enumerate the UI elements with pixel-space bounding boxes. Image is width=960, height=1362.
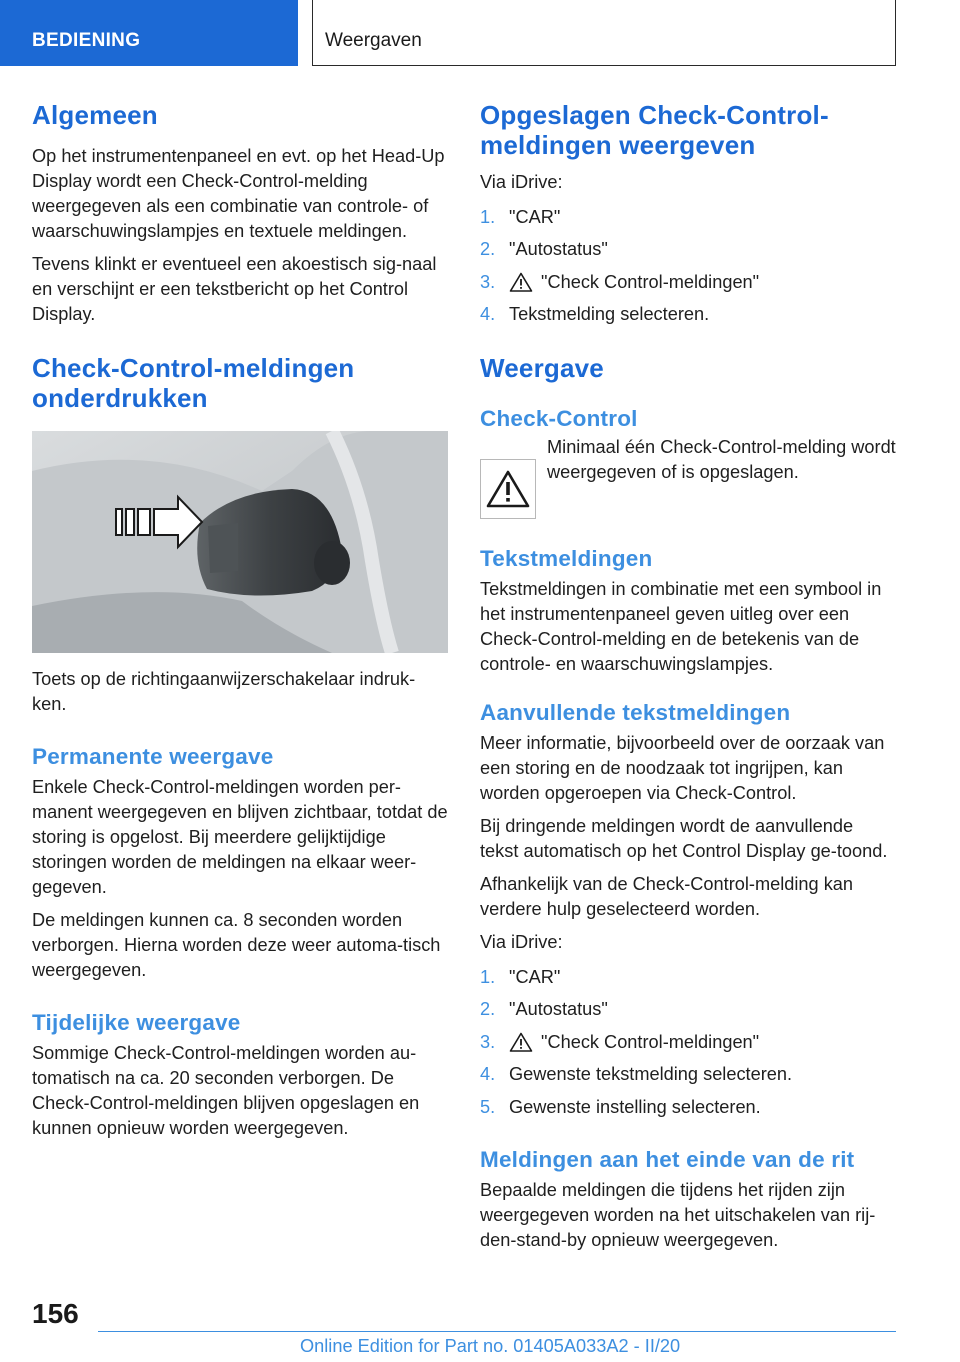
step-text: Gewenste instelling selecteren. [509,1096,761,1117]
list-item [480,1091,896,1124]
heading-check-control: Check-Control [480,406,638,431]
paragraph-permanent-2: De meldingen kunnen ca. 8 seconden worden verborgen. Hierna worden deze weer automa-tisch weergegeven. [32,910,441,980]
paragraph-text-messages: Tekstmeldingen in combinatie met een symbool in het instrumentenpaneel geven uitleg over een Check-Control-melding en de betekenis van de controle- en waarschuwingslampjes. [480,579,882,674]
steps-stored [480,201,896,331]
step-number: 5. [480,1096,496,1117]
heading-permanent: Permanente weergave [32,744,274,769]
step-text: Gewenste tekstmelding selecteren. [509,1064,793,1085]
list-item [480,1026,896,1059]
steps-extra [480,961,896,1124]
paragraph-algemeen-2: Tevens klinkt er eventueel een akoestisch sig-naal en verschijnt er een tekstbericht op het Control Display. [32,254,437,324]
paragraph-end-of-trip: Bepaalde meldingen die tijdens het rijden zijn weergegeven worden na het uitschakelen van rij-den-stand-by opnieuw weergegeven. [480,1179,876,1250]
heading-algemeen: Algemeen [32,100,158,130]
section-tab: BEDIENING [0,0,298,66]
step-number: 4. [480,304,496,325]
paragraph-extra-2: Bij dringende meldingen wordt de aanvullende tekst automatisch op het Control Display ge-toond. [480,816,888,861]
online-edition-link[interactable]: Online Edition for Part no. 01405A033A2 - II/20 [300,1336,681,1356]
page-number: 156 [32,1298,79,1329]
check-control-block [480,435,896,519]
list-item [480,299,896,332]
paragraph-temporary-1: Sommige Check-Control-meldingen worden au-tomatisch na ca. 20 seconden verborgen. De Check-Control-meldingen blijven opgeslagen en kunnen opnieuw worden weergegeven. [32,1043,420,1138]
step-text: "Check Control-meldingen" [541,1031,760,1052]
step-number: 3. [480,1031,496,1052]
paragraph-algemeen-1: Op het instrumentenpaneel en evt. op het Head-Up Display wordt een Check-Control-melding weergegeven als een combinatie van controle- of waarschuwingslampjes en textuele meldingen. [32,146,445,241]
warning-box [480,459,536,519]
warning-triangle-icon [509,272,533,292]
heading-weergave: Weergave [480,353,604,383]
heading-stored-messages: Opgeslagen Check-Control-meldingen weergeven [480,100,829,160]
list-item [480,994,896,1027]
subsection-title: Weergaven [312,0,896,66]
via-idrive-2: Via iDrive: [480,932,563,952]
page-header [0,0,960,66]
warning-triangle-icon [509,1032,533,1052]
step-text: "Autostatus" [509,999,608,1020]
step-number: 3. [480,271,496,292]
list-item [480,234,896,267]
step-number: 4. [480,1064,496,1085]
footer-divider [98,1331,896,1332]
heading-text-messages: Tekstmeldingen [480,546,653,571]
paragraph-permanent-1: Enkele Check-Control-meldingen worden per-manent weergegeven en blijven zichtbaar, totdat de storing is opgelost. Bij meerdere gelijktijdige storingen worden de meldingen na elkaar weer-gegeven. [32,777,448,897]
heading-temporary: Tijdelijke weergave [32,1010,241,1035]
step-text: "CAR" [509,206,561,227]
turn-signal-illustration-icon [32,431,448,653]
warning-triangle-icon [485,469,531,509]
caption-turn-signal: Toets op de richtingaanwijzerschakelaar indruk-ken. [32,669,416,714]
list-item [480,266,896,299]
step-number: 2. [480,999,496,1020]
heading-onderdrukken: Check-Control-meldingen onderdrukken [32,353,355,413]
paragraph-extra-3: Afhankelijk van de Check-Control-melding kan verdere hulp geselecteerd worden. [480,874,854,919]
heading-end-of-trip: Meldingen aan het einde van de rit [480,1146,855,1172]
list-item [480,201,896,234]
left-column [32,100,448,1141]
check-control-text: Minimaal één Check-Control-melding wordt weergegeven of is opgeslagen. [547,437,896,482]
step-text: Tekstmelding selecteren. [509,304,710,325]
list-item [480,1059,896,1092]
list-item [480,961,896,994]
step-text: "Autostatus" [509,239,608,260]
step-number: 2. [480,239,496,260]
via-idrive-1: Via iDrive: [480,172,563,192]
heading-extra-messages: Aanvullende tekstmeldingen [480,700,791,725]
right-column [480,100,896,1253]
figure-turn-signal-stalk [32,431,448,653]
step-number: 1. [480,966,496,987]
step-text: "Check Control-meldingen" [541,271,760,292]
paragraph-extra-1: Meer informatie, bijvoorbeeld over de oorzaak van een storing en de noodzaak tot ingrijpen, kan worden opgeroepen via Check-Control. [480,733,885,803]
step-text: "CAR" [509,966,561,987]
step-number: 1. [480,206,496,227]
